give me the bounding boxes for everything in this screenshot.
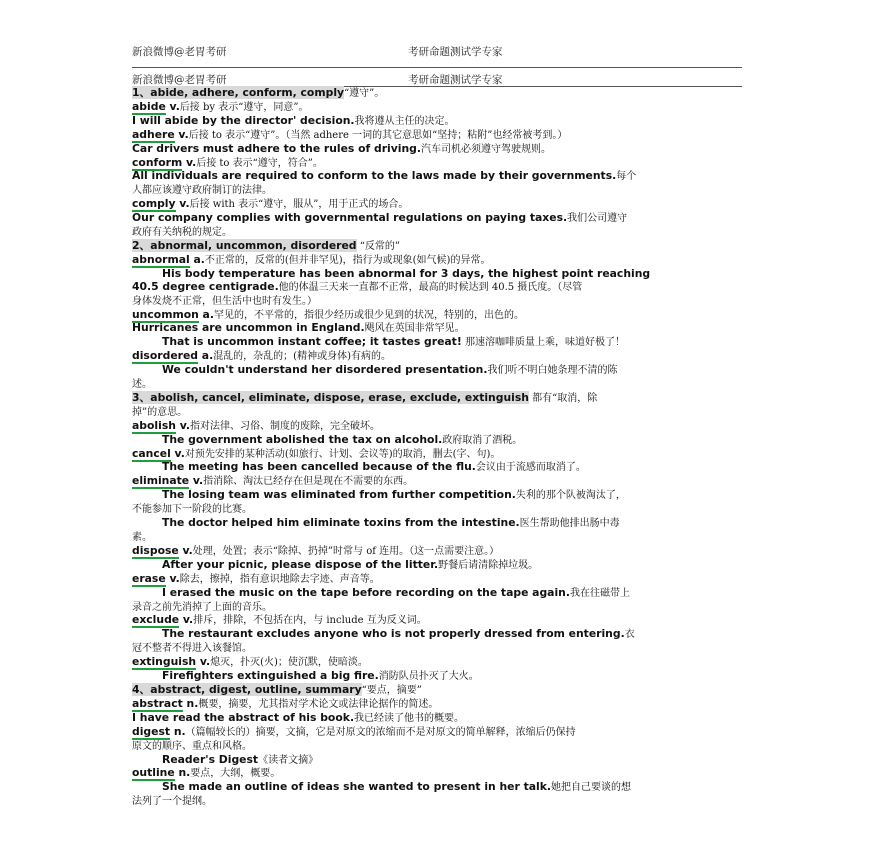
entry-line [132, 573, 742, 587]
example-translation: 消防队员扑灭了大火。 [378, 671, 479, 683]
part-of-speech: n. [182, 696, 199, 710]
entry-line [132, 767, 742, 781]
headword: cancel [132, 446, 171, 460]
continuation-text: 政府有关纳税的规定。 [132, 227, 232, 239]
entry-line [132, 545, 742, 559]
example-translation: 会议由于流感而取消了。 [475, 462, 586, 474]
continuation-text: 身体发烧不正常，但生活中也时有发生。） [132, 295, 317, 307]
continuation-line [132, 184, 742, 198]
header-second-left: 新浪微博@老胃考研 [132, 74, 227, 86]
example-sentence: The doctor helped him eliminate toxins from the intestine. [162, 516, 520, 530]
headword: digest [132, 724, 171, 738]
continuation-text: 冠不整者不得进入该餐馆。 [132, 643, 252, 655]
example-translation: 飓风在英国非常罕见。 [364, 323, 465, 335]
example-sentence: Car drivers must adhere to the rules of driving. [132, 141, 422, 155]
entry-line [132, 350, 742, 364]
example-line [132, 281, 742, 295]
section-title: 4、abstract, digest, outline, summary [132, 682, 362, 696]
definition-text: 后接 to 表示“遵守，符合”。 [196, 157, 323, 169]
example-translation: 我们公司遵守 [567, 213, 628, 225]
headword: abnormal [132, 252, 190, 266]
headword: outline [132, 766, 175, 780]
example-translation: 我将遵从主任的决定。 [354, 115, 455, 127]
part-of-speech: v. [175, 197, 190, 211]
example-line [132, 628, 742, 642]
example-line [132, 434, 742, 448]
part-of-speech: a. [198, 349, 214, 363]
part-of-speech: v. [182, 155, 197, 169]
example-sentence: That is uncommon instant coffee; it tastes great! [162, 335, 462, 349]
part-of-speech: v. [189, 474, 204, 488]
example-sentence: All individuals are required to conform to the laws made by their governments. [132, 169, 617, 183]
definition-text: （篇幅较长的）摘要，文摘，它是对原文的浓缩而不是对原文的简单解释，浓缩后仍保持 [185, 726, 576, 738]
example-translation: 他的体温三天来一直都不正常，最高的时候达到 40.5 摄氏度。（尽管 [278, 281, 583, 293]
example-sentence: After your picnic, please dispose of the litter. [162, 557, 439, 571]
headword: uncommon [132, 307, 199, 321]
continuation-line [132, 531, 742, 545]
continuation-text: 素。 [132, 532, 152, 543]
example-sentence: His body temperature has been abnormal for 3 days, the highest point reaching [162, 266, 651, 280]
part-of-speech: n. [174, 766, 191, 780]
example-line [132, 712, 742, 726]
continuation-text: 录音之前先消掉了上面的音乐。 [132, 601, 272, 613]
example-translation: 每个 [616, 171, 637, 183]
example-translation: 我在往磁带上 [569, 587, 630, 599]
section-heading [132, 87, 742, 101]
section-heading [132, 392, 742, 406]
continuation-line [132, 740, 742, 754]
headword: exclude [132, 613, 180, 627]
headword: dispose [132, 543, 179, 557]
part-of-speech: v. [170, 446, 185, 460]
header-top-right: 考研命题测试学专家 [408, 46, 503, 58]
section-title: 3、abolish, cancel, eliminate, dispose, erase, exclude, extinguish [132, 390, 529, 404]
continuation-text: 不能参加下一阶段的比赛。 [132, 504, 252, 516]
definition-text: 概要，摘要，尤其指对学术论文或法律论据作的简述。 [198, 698, 439, 710]
definition-text: 不正常的，反常的(但并非罕见)，指行为或现象(如气候)的异常。 [204, 254, 491, 266]
section-meaning: “反常的” [356, 240, 400, 252]
part-of-speech: v. [175, 418, 190, 432]
part-of-speech: v. [178, 543, 193, 557]
example-line [132, 489, 742, 503]
entry-line [132, 656, 742, 670]
definition-text: 要点，大纲，概要。 [190, 768, 281, 780]
continuation-line [132, 406, 742, 420]
entry-line [132, 475, 742, 489]
example-line [132, 461, 742, 475]
part-of-speech: v. [179, 613, 194, 627]
example-line [132, 670, 742, 684]
entry-line [132, 198, 742, 212]
continuation-text: 述。 [132, 379, 152, 391]
document-body [132, 87, 742, 809]
example-sentence: I have read the abstract of his book. [132, 710, 355, 724]
definition-text: 后接 to 表示“遵守”。（当然 adhere 一词的其它意思如“坚持；粘附”也经常被考到。） [188, 129, 568, 141]
section-title: 1、abide, adhere, conform, comply [132, 86, 345, 99]
definition-text: 排斥，排除，不包括在内，与 include 互为反义词。 [193, 615, 427, 627]
example-sentence: We couldn't understand her disordered presentation. [162, 363, 488, 377]
headword: adhere [132, 127, 175, 141]
example-translation: 政府取消了酒税。 [442, 434, 523, 446]
headword: eliminate [132, 474, 190, 488]
example-line [132, 587, 742, 601]
continuation-line [132, 295, 742, 309]
section-meaning: 都有“取消，除 [528, 392, 598, 404]
example-translation: 我已经读了他书的概要。 [354, 712, 465, 724]
example-line [132, 559, 742, 573]
definition-text: 处理，处置；表示“除掉、扔掉”时常与 of 连用。（这一点需要注意。） [192, 545, 500, 557]
definition-text: 后接 by 表示“遵守，同意”。 [179, 101, 309, 113]
entry-line [132, 309, 742, 323]
example-translation: 《读者文摘》 [258, 754, 319, 766]
headword: extinguish [132, 655, 197, 669]
section-meaning: “要点，摘要” [361, 684, 422, 696]
example-sentence: I will abide by the director' decision. [132, 113, 355, 127]
entry-line [132, 129, 742, 143]
headword: disordered [132, 349, 199, 363]
entry-line [132, 420, 742, 434]
entry-line [132, 101, 742, 115]
example-translation: 她把自己要谈的想 [551, 782, 632, 794]
continuation-text: 法列了一个提纲。 [132, 796, 212, 808]
example-sentence: Our company complies with governmental regulations on paying taxes. [132, 211, 568, 225]
example-line [132, 170, 742, 184]
part-of-speech: v. [165, 571, 180, 585]
example-line [132, 517, 742, 531]
header-second-right: 考研命题测试学专家 [408, 74, 503, 86]
entry-line [132, 254, 742, 268]
example-line [132, 781, 742, 795]
example-sentence: The restaurant excludes anyone who is not properly dressed from entering. [162, 627, 625, 641]
continuation-line [132, 378, 742, 392]
part-of-speech: v. [174, 127, 189, 141]
example-translation: 衣 [624, 629, 635, 641]
example-translation: 我们听不明白她条理不清的陈 [487, 365, 618, 377]
example-line [132, 143, 742, 157]
example-line [132, 115, 742, 129]
example-line [132, 364, 742, 378]
section-title: 2、abnormal, uncommon, disordered [132, 238, 357, 252]
example-translation: 那速溶咖啡质量上乘，味道好极了！ [461, 337, 625, 349]
section-meaning: “遵守”。 [344, 88, 385, 99]
example-line [132, 336, 742, 350]
headword: erase [132, 571, 166, 585]
definition-text: 指对法律、习俗、制度的废除，完全破坏。 [189, 420, 380, 432]
example-sentence: Hurricanes are uncommon in England. [132, 321, 365, 335]
definition-text: 除去，擦掉，指有意识地除去字迹、声音等。 [179, 573, 380, 585]
part-of-speech: n. [170, 724, 186, 738]
continuation-text: 原文的顺序、重点和风格。 [132, 740, 252, 752]
headword: comply [132, 197, 176, 211]
definition-text: 混乱的，杂乱的；(精神或身体)有病的。 [213, 351, 391, 363]
section-heading [132, 684, 742, 698]
headword: conform [132, 155, 183, 169]
continuation-text: 掉”的意思。 [132, 406, 188, 418]
part-of-speech: a. [198, 307, 214, 321]
example-sentence: 40.5 degree centigrade. [132, 279, 279, 293]
definition-text: 罕见的，不平常的，指很少经历或很少见到的状况，特别的，出色的。 [213, 309, 524, 321]
header-top-left: 新浪微博@老胃考研 [132, 46, 227, 58]
definition-text: 熄灭，扑灭(火)；使沉默，使暗淡。 [210, 657, 368, 669]
example-translation: 汽车司机必须遵守驾驶规则。 [421, 143, 552, 155]
entry-line [132, 448, 742, 462]
part-of-speech: v. [196, 655, 211, 669]
continuation-line [132, 601, 742, 615]
section-heading [132, 240, 742, 254]
example-sentence: She made an outline of ideas she wanted to present in her talk. [162, 780, 552, 794]
example-sentence: Reader's Digest [162, 752, 259, 766]
entry-line [132, 726, 742, 740]
definition-text: 后接 with 表示“遵守，服从”，用于正式的场合。 [189, 199, 409, 211]
part-of-speech: v. [165, 99, 180, 113]
continuation-line [132, 642, 742, 656]
continuation-text: 人都应该遵守政府制订的法律。 [132, 185, 272, 197]
example-sentence: I erased the music on the tape before recording on the tape again. [162, 585, 570, 599]
header-rule [132, 67, 742, 68]
part-of-speech: a. [189, 252, 205, 266]
entry-line [132, 157, 742, 171]
example-line [132, 212, 742, 226]
continuation-line [132, 226, 742, 240]
example-translation: 医生帮助他排出肠中毒 [519, 518, 620, 530]
example-sentence: Firefighters extinguished a big fire. [162, 669, 379, 683]
definition-text: 指消除、淘汰已经存在但是现在不需要的东西。 [203, 476, 414, 488]
definition-text: 对预先安排的某种活动(如旅行、计划、会议等)的取消，删去(字、句)。 [184, 448, 501, 460]
example-sentence: The losing team was eliminated from further competition. [162, 488, 516, 502]
headword: abolish [132, 418, 176, 432]
example-translation: 野餐后请清除掉垃圾。 [438, 559, 539, 571]
example-sentence: The meeting has been cancelled because of the flu. [162, 460, 476, 474]
entry-line [132, 614, 742, 628]
example-line [132, 322, 742, 336]
example-sentence: The government abolished the tax on alcohol. [162, 432, 443, 446]
continuation-line [132, 795, 742, 809]
headword: abstract [132, 696, 183, 710]
entry-line [132, 698, 742, 712]
example-translation: 失利的那个队被淘汰了， [515, 490, 626, 502]
example-line [132, 754, 742, 768]
continuation-line [132, 503, 742, 517]
headword: abide [132, 99, 166, 113]
